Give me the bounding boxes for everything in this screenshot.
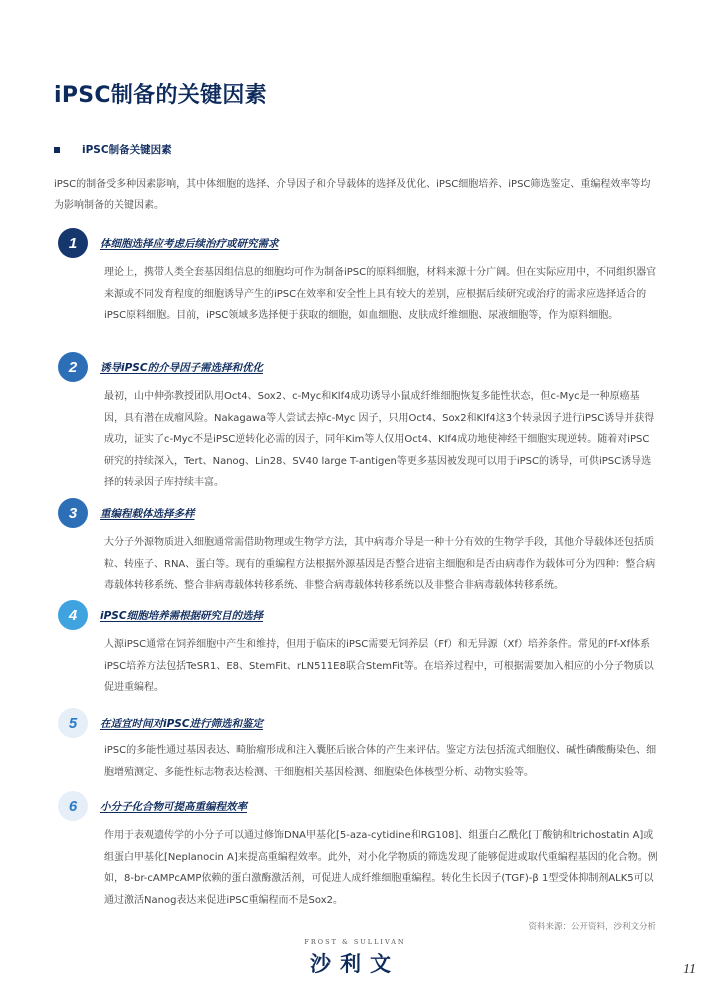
page-number: 11 <box>683 962 696 977</box>
bullet-square-icon <box>54 147 60 153</box>
section-1-title: 体细胞选择应考虑后续治疗或研究需求 <box>100 237 279 250</box>
section-5-body: iPSC的多能性通过基因表达、畸胎瘤形成和注入囊胚后嵌合体的产生来评估。鉴定方法包括流式细胞仪、碱性磷酸酶染色、细胞增殖测定、多能性标志物表达检测、干细胞相关基因检测、细胞染色体核型分析、动物实验等。 <box>104 745 657 778</box>
source-note: 资料来源：公开资料，沙利文分析 <box>528 922 656 932</box>
section-3-body: 大分子外源物质进入细胞通常需借助物理或生物学方法，其中病毒介导是一种十分有效的生物学手段，其他介导载体还包括质粒、转座子、RNA、蛋白等。现有的重编程方法根据外源基因是否整合进宿主细胞和是否由病毒作为载体可分为四种：整合病毒载体转移系统、整合非病毒载体转移系统、非整合病毒载体转移系统以及非整合非病毒载体转移系统。 <box>104 537 656 591</box>
section-5-header <box>58 708 263 738</box>
number-badge-4: 4 <box>58 600 88 630</box>
number-badge-2: 2 <box>58 352 88 382</box>
sub-heading-text: iPSC制备关键因素 <box>82 144 172 156</box>
section-2-title: 诱导iPSC的介导因子需选择和优化 <box>100 361 264 374</box>
frost-sullivan-logo <box>0 938 710 978</box>
number-badge-1: 1 <box>58 228 88 258</box>
section-1-header <box>58 228 279 258</box>
section-1-body: 理论上，携带人类全套基因组信息的细胞均可作为制备iPSC的原料细胞，材料来源十分广阔。但在实际应用中，不同组织器官来源或不同发育程度的细胞诱导产生的iPSC在效率和安全性上具有较大的差别，应根据后续研究或治疗的需求应选择适合的iPSC原料细胞。目前，iPSC领域多选择便于获取的细胞，如血细胞、皮肤成纤维细胞、尿液细胞等，作为原料细胞。 <box>104 267 657 321</box>
section-2-header <box>58 352 263 382</box>
logo-english: FROST & SULLIVAN <box>304 938 406 946</box>
section-4-header <box>58 600 263 630</box>
intro-paragraph: iPSC的制备受多种因素影响，其中体细胞的选择、介导因子和介导载体的选择及优化、iPSC细胞培养、iPSC筛选鉴定、重编程效率等均为影响制备的关键因素。 <box>54 179 651 211</box>
section-6-header <box>58 791 247 821</box>
section-6-title: 小分子化合物可提高重编程效率 <box>100 800 247 813</box>
sub-heading <box>54 142 172 157</box>
section-3-title: 重编程载体选择多样 <box>100 507 195 520</box>
section-5-title: 在适宜时间对iPSC进行筛选和鉴定 <box>100 717 264 730</box>
number-badge-5: 5 <box>58 708 88 738</box>
section-3-header <box>58 498 195 528</box>
number-badge-6: 6 <box>58 791 88 821</box>
number-badge-3: 3 <box>58 498 88 528</box>
page-title: iPSC制备的关键因素 <box>54 83 267 108</box>
section-4-body: 人源iPSC通常在饲养细胞中产生和维持，但用于临床的iPSC需要无饲养层（Ff）和无异源（Xf）培养条件。常见的Ff-Xf体系iPSC培养方法包括TeSR1、E8、StemFit、rLN511E8联合StemFit等。在培养过程中，可根据需要加入相应的小分子物质以促进重编程。 <box>104 639 654 693</box>
section-6-body: 作用于表观遗传学的小分子可以通过修饰DNA甲基化[5-aza-cytidine和RG108]、组蛋白乙酰化[丁酸钠和trichostatin A]或组蛋白甲基化[Neplanocin A]来提高重编程效率。此外，对小化学物质的筛选发现了能够促进或取代重编程基因的化合物。例如，8-br-cAMPcAMP依赖的蛋白激酶激活剂，可促进人成纤维细胞重编程。转化生长因子(TGF)-β 1型受体抑制剂ALK5可以通过激活Nanog表达来促进iPSC重编程而不是Sox2。 <box>104 830 658 906</box>
logo-chinese: 沙利文 <box>310 952 400 976</box>
section-4-title: iPSC细胞培养需根据研究目的选择 <box>100 609 264 622</box>
section-2-body: 最初，山中伸弥教授团队用Oct4、Sox2、c-Myc和Klf4成功诱导小鼠成纤维细胞恢复多能性状态，但c-Myc是一种原癌基因，具有潜在成瘤风险。Nakagawa等人尝试去掉c-Myc 因子，只用Oct4、Sox2和Klf4这3个转录因子进行iPSC诱导并获得成功，证实了c-Myc不是iPSC逆转化必需的因子，同年Kim等人仅用Oct4、Klf4成功地使神经干细胞实现逆转。随着对iPSC研究的持续深入，Tert、Nanog、Lin28、SV40 large T-antigen等更多基因被发现可以用于iPSC的诱导，可供iPSC诱导选择的转录因子库持续丰富。 <box>104 391 655 488</box>
